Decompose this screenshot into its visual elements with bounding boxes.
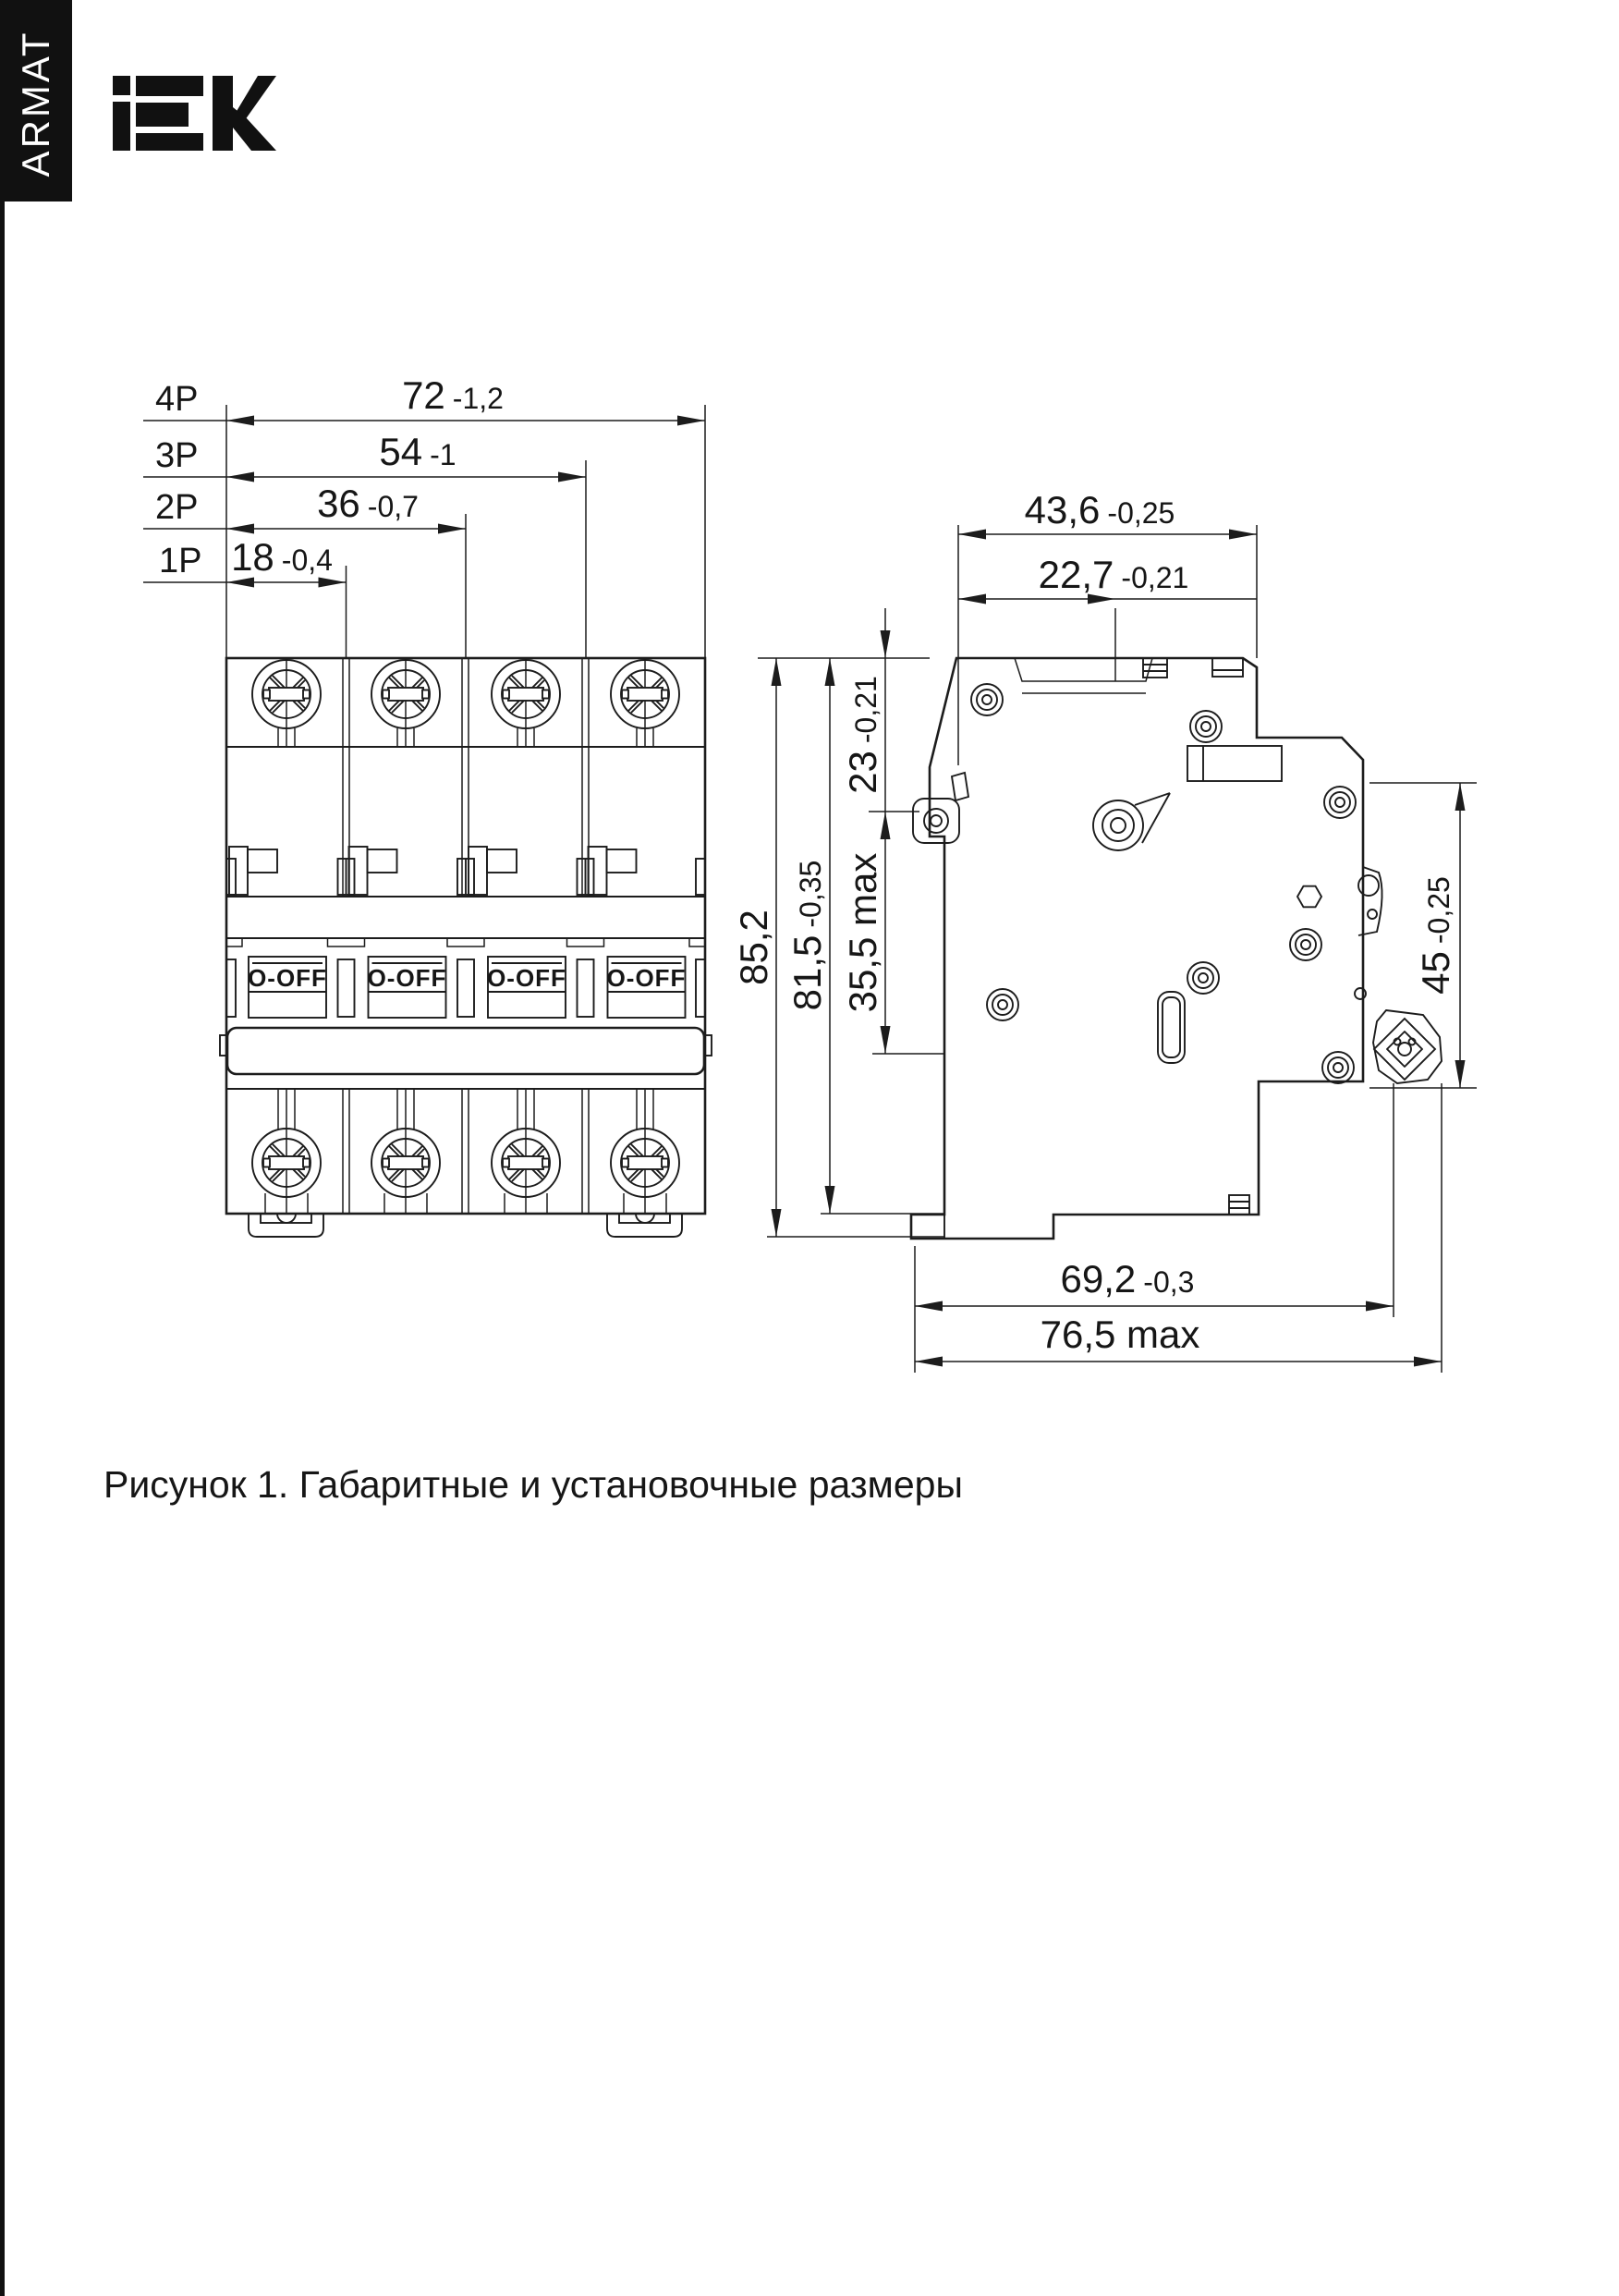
- toggle-recesses: [226, 957, 705, 1018]
- mid-tabs: [226, 847, 705, 895]
- din-claw: [1373, 1010, 1442, 1083]
- svg-text:69,2-0,3: 69,2 -0,3: [1060, 1257, 1195, 1301]
- svg-text:45-0,25: 45-0,25: [1414, 876, 1457, 995]
- dim-text: 54 -1: [379, 430, 456, 473]
- page-left-border: [0, 0, 5, 2296]
- svg-text:35,5 max: 35,5 max: [841, 852, 884, 1013]
- svg-text:43,6-0,25: 43,6 -0,25: [1024, 488, 1175, 531]
- dim-row-2p: [143, 482, 466, 534]
- toggle-label: O-OFF: [606, 964, 687, 992]
- dim-text: 72 -1,2: [402, 373, 504, 417]
- front-dim-rows: [143, 373, 705, 658]
- pole-label: 1P: [159, 542, 202, 580]
- dim-text: 36 -0,7: [317, 482, 419, 525]
- pole-label: 2P: [155, 488, 199, 527]
- pole-label: 3P: [155, 436, 199, 475]
- latch-lever: [1355, 867, 1382, 999]
- toggle-handle-bar: [220, 1028, 712, 1074]
- iek-logo: [113, 76, 276, 151]
- dim-text: 18 -0,4: [231, 535, 333, 579]
- svg-text:85,2: 85,2: [732, 910, 775, 985]
- terminal-screws: [252, 658, 679, 1214]
- brand-sidebar: [0, 0, 72, 202]
- svg-text:23-0,21: 23-0,21: [841, 676, 884, 794]
- dim-row-3p: [143, 430, 586, 482]
- toggle-label: O-OFF: [367, 964, 447, 992]
- center-rivet: [1093, 793, 1170, 850]
- figure-caption: Рисунок 1. Габаритные и установочные размеры: [103, 1463, 963, 1506]
- side-dims: [732, 488, 1477, 1373]
- dim-row-4p: [143, 373, 705, 426]
- pole-label: 4P: [155, 380, 199, 419]
- toggle-label: O-OFF: [248, 964, 327, 992]
- toggle-label: O-OFF: [487, 964, 566, 992]
- dim-row-1p: [143, 535, 347, 588]
- svg-text:81,5-0,35: 81,5-0,35: [785, 860, 829, 1011]
- dim-bottom-width: [915, 1083, 1442, 1373]
- band-notches: [226, 938, 705, 946]
- dim-height-din: [1369, 783, 1477, 1088]
- sidebar-vertical-label: ARMAT: [14, 30, 57, 177]
- dim-height-total: [732, 658, 944, 1237]
- svg-text:76,5 max: 76,5 max: [1040, 1313, 1200, 1356]
- front-view-body: [220, 658, 712, 1237]
- side-view-body: [911, 658, 1442, 1239]
- svg-text:22,7-0,21: 22,7 -0,21: [1038, 553, 1189, 596]
